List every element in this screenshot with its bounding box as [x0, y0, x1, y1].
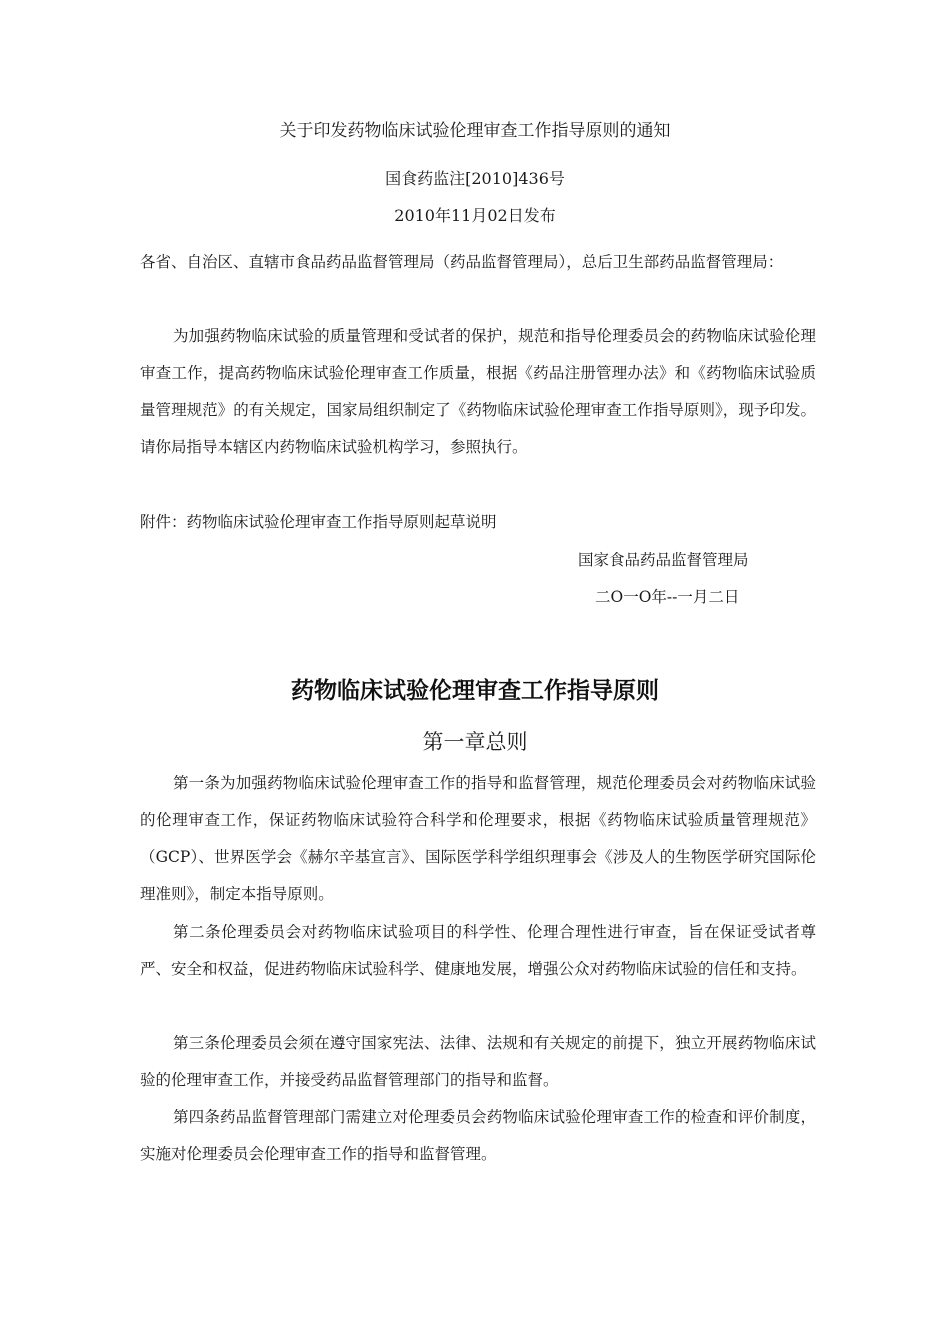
issue-date: 二O一O年--一月二日	[595, 588, 740, 606]
article-1: 第一条为加强药物临床试验伦理审查工作的指导和监督管理，规范伦理委员会对药物临床试验的伦理审查工作，保证药物临床试验符合科学和伦理要求，根据《药物临床试验质量管理规范》（GCP）、世界医学会《赫尔辛基宣言》、国际医学科学组织理事会《涉及人的生物医学研究国际伦理准则》，制定本指导原则。	[140, 774, 816, 903]
article-3: 第三条伦理委员会须在遵守国家宪法、法律、法规和有关规定的前提下，独立开展药物临床试验的伦理审查工作，并接受药品监督管理部门的指导和监督。	[140, 1034, 816, 1089]
guideline-title: 药物临床试验伦理审查工作指导原则	[291, 678, 659, 704]
notice-title: 关于印发药物临床试验伦理审查工作指导原则的通知	[279, 121, 671, 141]
release-date: 2010年11月02日发布	[394, 206, 556, 225]
attachment-line: 附件：药物临床试验伦理审查工作指导原则起草说明	[140, 513, 497, 531]
article-2: 第二条伦理委员会对药物临床试验项目的科学性、伦理合理性进行审查，旨在保证受试者尊严、安全和权益，促进药物临床试验科学、健康地发展，增强公众对药物临床试验的信任和支持。	[140, 923, 816, 978]
document-number: 国食药监注[2010]436号	[385, 169, 565, 188]
issuer-signature: 国家食品药品监督管理局	[578, 551, 749, 569]
addressee-paragraph: 各省、自治区、直辖市食品药品监督管理局（药品监督管理局），总后卫生部药品监督管理局：	[140, 253, 784, 271]
chapter-heading: 第一章总则	[422, 730, 528, 754]
article-4: 第四条药品监督管理部门需建立对伦理委员会药物临床试验伦理审查工作的检查和评价制度，实施对伦理委员会伦理审查工作的指导和监督管理。	[140, 1108, 816, 1163]
notice-body-paragraph: 为加强药物临床试验的质量管理和受试者的保护，规范和指导伦理委员会的药物临床试验伦理审查工作，提高药物临床试验伦理审查工作质量，根据《药品注册管理办法》和《药物临床试验质量管理规范》的有关规定，国家局组织制定了《药物临床试验伦理审查工作指导原则》，现予印发。请你局指导本辖区内药物临床试验机构学习，参照执行。	[140, 327, 816, 456]
